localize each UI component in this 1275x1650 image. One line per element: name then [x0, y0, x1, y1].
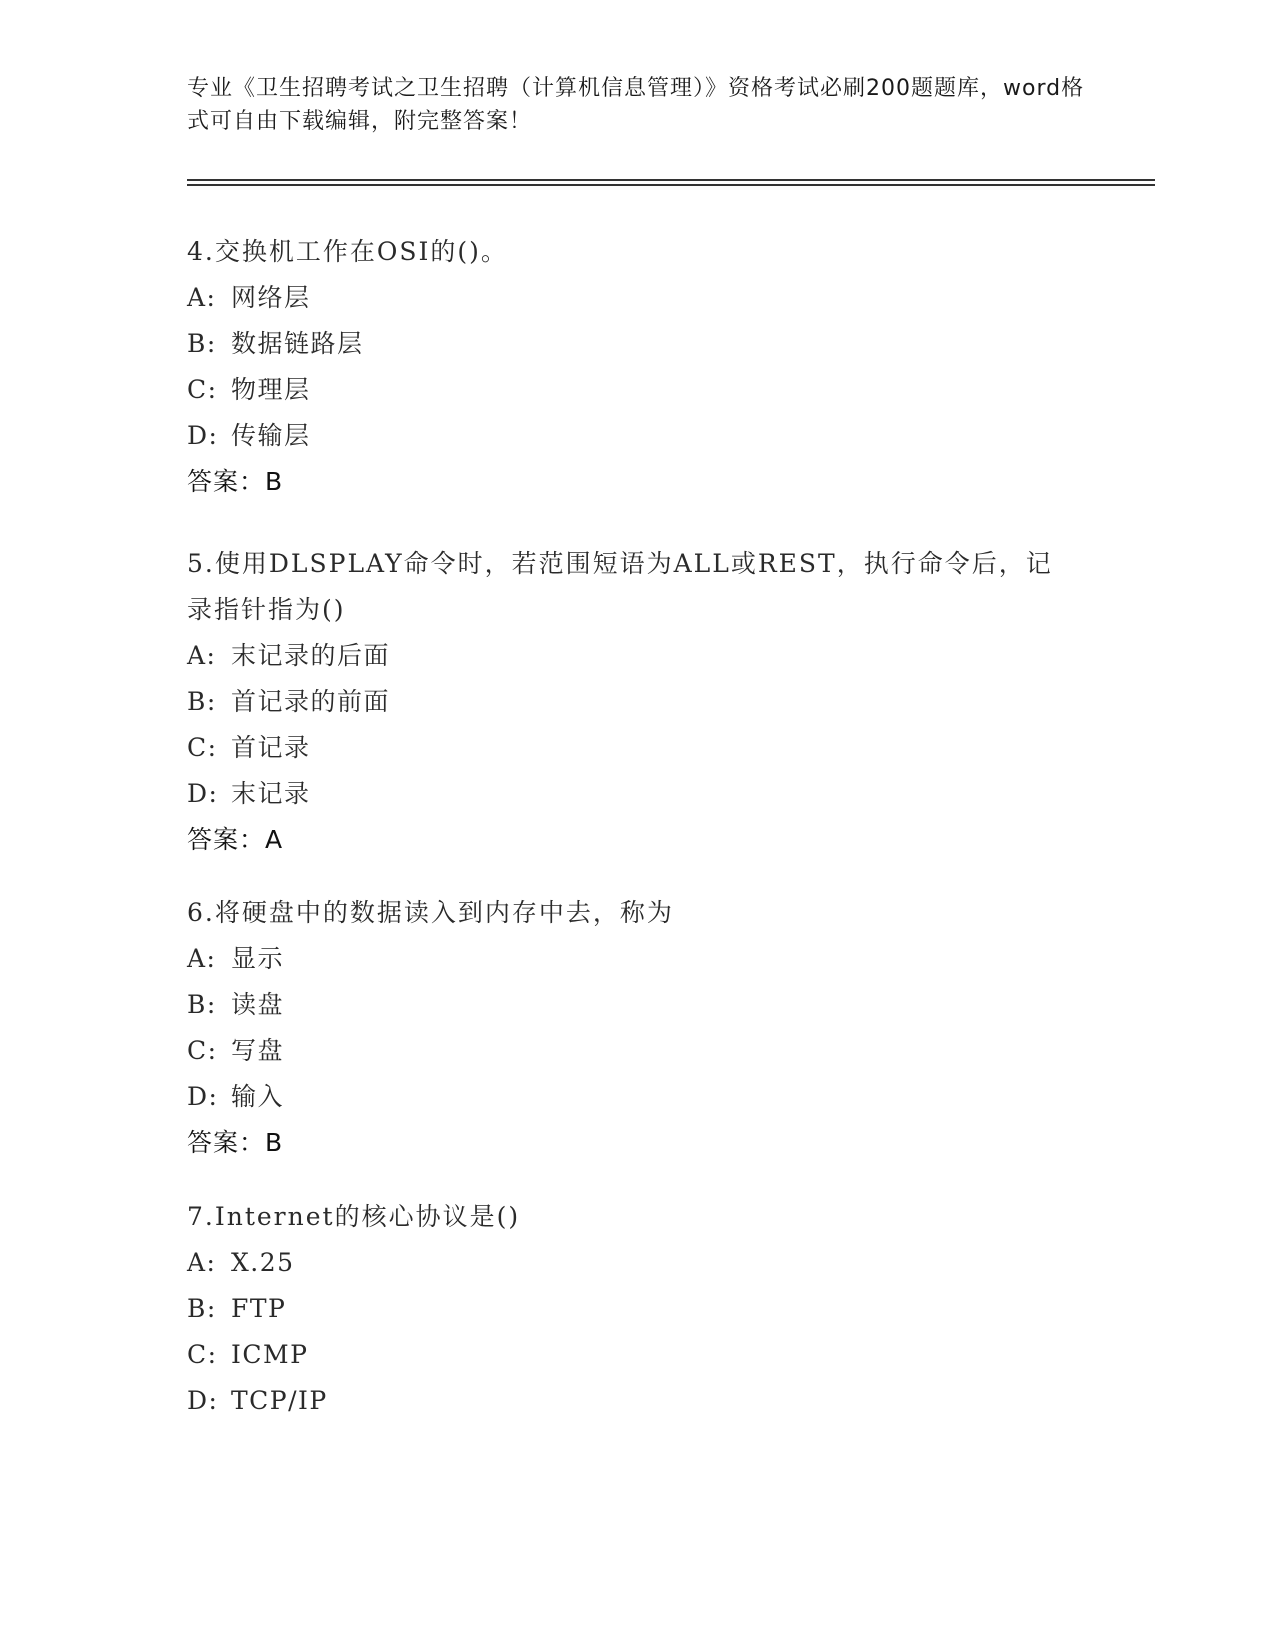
option-tag: D: — [187, 1386, 219, 1415]
option-c — [187, 1028, 1087, 1074]
option-text: 输入 — [231, 1082, 285, 1111]
question-6 — [187, 890, 1087, 1166]
answer-line: 答案：B — [187, 467, 284, 496]
question-4 — [187, 229, 1087, 505]
option-tag: B: — [187, 990, 217, 1019]
question-stem: 使用DLSPLAY命令时，若范围短语为ALL或REST，执行命令后，记录指针指为() — [187, 549, 1053, 624]
option-d — [187, 413, 1087, 459]
option-text: TCP/IP — [231, 1386, 328, 1415]
question-number: 7. — [187, 1202, 215, 1231]
option-b — [187, 679, 1087, 725]
option-text: 写盘 — [231, 1036, 285, 1065]
option-a — [187, 1240, 1087, 1286]
question-stem: 交换机工作在OSI的()。 — [214, 237, 508, 266]
question-5 — [187, 541, 1087, 863]
question-stem: Internet的核心协议是() — [214, 1202, 521, 1231]
option-tag: C: — [187, 1036, 218, 1065]
option-text: 传输层 — [231, 421, 311, 450]
option-b — [187, 321, 1087, 367]
question-number: 4. — [187, 237, 215, 266]
option-tag: D: — [187, 421, 219, 450]
option-tag: C: — [187, 1340, 218, 1369]
option-b — [187, 982, 1087, 1028]
answer-line: 答案：A — [187, 825, 284, 854]
option-a — [187, 936, 1087, 982]
question-7 — [187, 1194, 1087, 1424]
option-a — [187, 633, 1087, 679]
option-tag: B: — [187, 1294, 217, 1323]
option-text: ICMP — [231, 1340, 309, 1369]
option-tag: B: — [187, 687, 217, 716]
option-c — [187, 1332, 1087, 1378]
question-text — [187, 229, 1067, 275]
option-b — [187, 1286, 1087, 1332]
question-number: 5. — [187, 549, 215, 578]
question-text — [187, 1194, 1067, 1240]
option-tag: A: — [187, 283, 217, 312]
option-text: 网络层 — [231, 283, 311, 312]
option-tag: C: — [187, 733, 218, 762]
option-tag: A: — [187, 641, 217, 670]
option-tag: D: — [187, 1082, 219, 1111]
option-text: X.25 — [231, 1248, 295, 1277]
option-text: 首记录 — [231, 733, 311, 762]
option-d — [187, 1074, 1087, 1120]
option-tag: C: — [187, 375, 218, 404]
option-text: 数据链路层 — [231, 329, 364, 358]
question-stem: 将硬盘中的数据读入到内存中去，称为 — [214, 898, 674, 927]
option-d — [187, 771, 1087, 817]
option-tag: A: — [187, 944, 217, 973]
option-text: 显示 — [231, 944, 285, 973]
option-tag: A: — [187, 1248, 217, 1277]
option-text: FTP — [231, 1294, 287, 1323]
header-divider-bottom — [187, 184, 1155, 186]
answer-line: 答案：B — [187, 1128, 284, 1157]
question-text — [187, 890, 1067, 936]
option-tag: D: — [187, 779, 219, 808]
option-tag: B: — [187, 329, 217, 358]
option-text: 末记录 — [231, 779, 311, 808]
option-d — [187, 1378, 1087, 1424]
option-a — [187, 275, 1087, 321]
option-text: 末记录的后面 — [231, 641, 391, 670]
option-c — [187, 725, 1087, 771]
header-divider-top — [187, 179, 1155, 181]
option-text: 物理层 — [231, 375, 311, 404]
question-number: 6. — [187, 898, 215, 927]
document-header: 专业《卫生招聘考试之卫生招聘（计算机信息管理）》资格考试必刷200题题库，word格式可自由下载编辑，附完整答案！ — [187, 76, 1085, 134]
question-text — [187, 541, 1067, 633]
option-c — [187, 367, 1087, 413]
option-text: 读盘 — [231, 990, 285, 1019]
option-text: 首记录的前面 — [231, 687, 391, 716]
